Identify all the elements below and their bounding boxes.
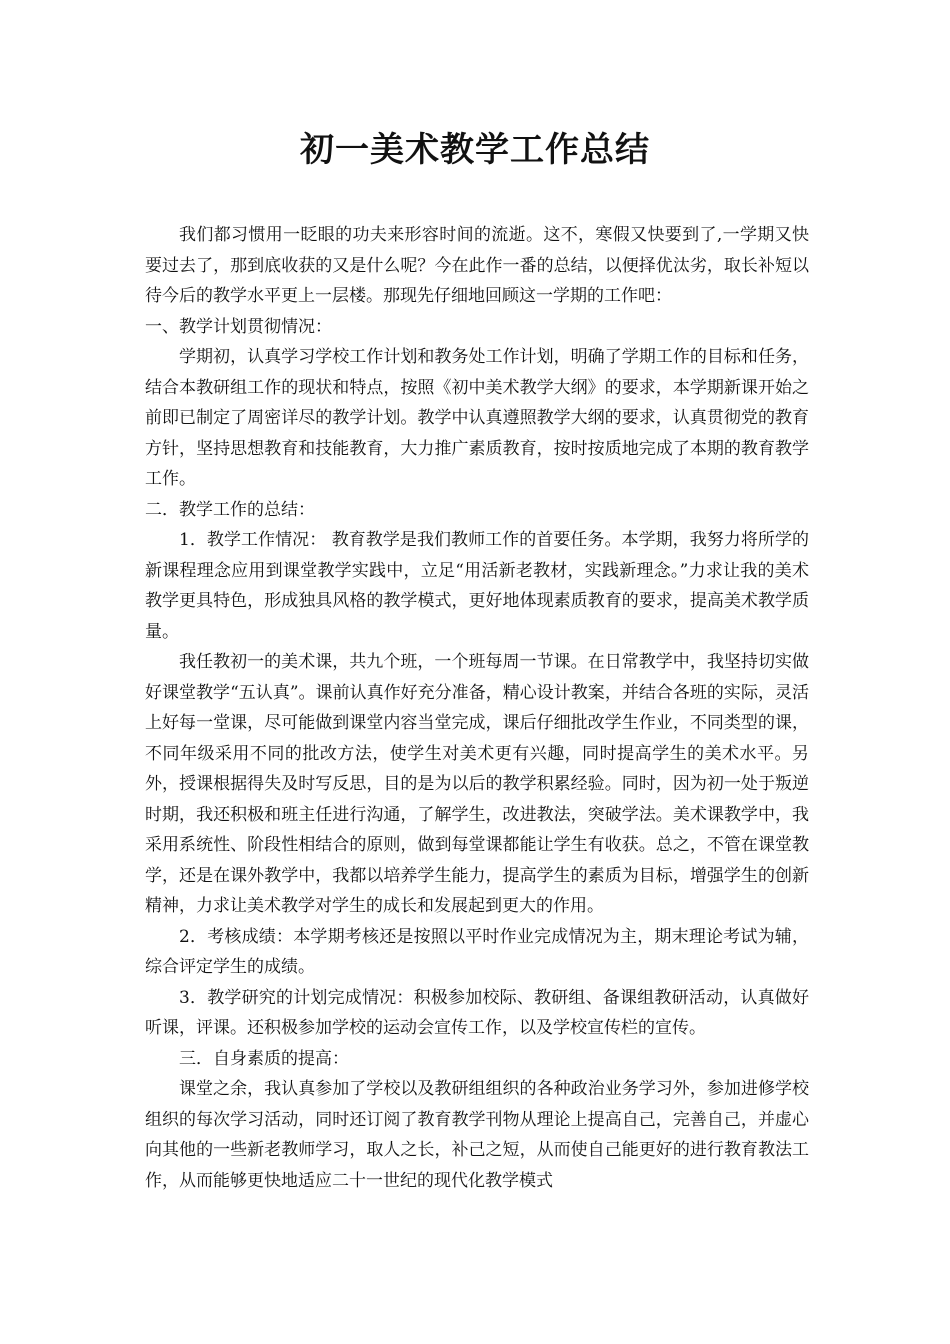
section-2-item-1: 1．教学工作情况： 教育教学是我们教师工作的首要任务。本学期，我努力将所学的新课程理念应用到课堂教学实践中，立足“用活新老教材，实践新理念。”力求让我的美术教学更具特色，形成独具风格的教学模式，更好地体现素质教育的要求，提高美术教学质量。 [145,530,809,642]
document-title: 初一美术教学工作总结 [300,130,650,170]
intro-paragraph: 我们都习惯用一眨眼的功夫来形容时间的流逝。这不，寒假又快要到了,一学期又快要过去了，那到底收获的又是什么呢？今在此作一番的总结，以便择优汰劣，取长补短以待今后的教学水平更上一层楼。那现先仔细地回顾这一学期的工作吧： [145,225,809,306]
section-2-paragraph: 我任教初一的美术课，共九个班，一个班每周一节课。在日常教学中，我坚持切实做好课堂教学“五认真”。课前认真作好充分准备，精心设计教案，并结合各班的实际，灵活上好每一堂课，尽可能做到课堂内容当堂完成，课后仔细批改学生作业，不同类型的课，不同年级采用不同的批改方法，使学生对美术更有兴趣，同时提高学生的美术水平。另外，授课根据得失及时写反思，目的是为以后的教学积累经验。同时，因为初一处于叛逆时期，我还积极和班主任进行沟通，了解学生，改进教法，突破学法。美术课教学中，我采用系统性、阶段性相结合的原则，做到每堂课都能让学生有收获。总之，不管在课堂教学，还是在课外教学中，我都以培养学生能力，提高学生的素质为目标，增强学生的创新精神，力求让美术教学对学生的成长和发展起到更大的作用。 [145,652,809,916]
section-2-item-3: 3．教学研究的计划完成情况：积极参加校际、教研组、备课组教研活动，认真做好听课，评课。还积极参加学校的运动会宣传工作，以及学校宣传栏的宣传。 [145,987,809,1038]
section-heading-3: 三．自身素质的提高： [179,1048,349,1069]
section-2-item-2: 2．考核成绩：本学期考核还是按照以平时作业完成情况为主，期末理论考试为辅，综合评定学生的成绩。 [145,926,809,977]
section-1-paragraph: 学期初，认真学习学校工作计划和教务处工作计划，明确了学期工作的目标和任务，结合本教研组工作的现状和特点，按照《初中美术教学大纲》的要求，本学期新课开始之前即已制定了周密详尽的教学计划。教学中认真遵照教学大纲的要求，认真贯彻党的教育方针，坚持思想教育和技能教育，大力推广素质教育，按时按质地完成了本期的教育教学工作。 [145,347,809,489]
section-heading-2: 二．教学工作的总结： [145,499,315,520]
document-body [145,220,809,1196]
section-3-paragraph: 课堂之余，我认真参加了学校以及教研组组织的各种政治业务学习外，参加进修学校组织的每次学习活动，同时还订阅了教育教学刊物从理论上提高自己，完善自己，并虚心向其他的一些新老教师学习，取人之长，补己之短，从而使自己能更好的进行教育教法工作，从而能够更快地适应二十一世纪的现代化教学模式 [145,1079,809,1191]
section-heading-1: 一、教学计划贯彻情况： [145,316,332,337]
